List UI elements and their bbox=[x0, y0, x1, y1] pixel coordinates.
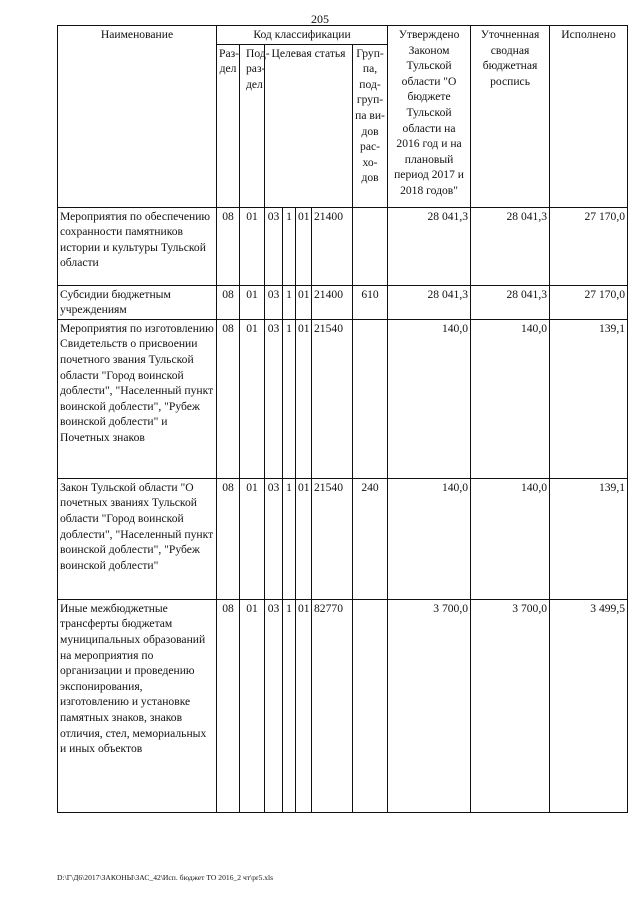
row-ts1: 03 bbox=[265, 319, 283, 478]
row-executed: 27 170,0 bbox=[550, 207, 628, 285]
header-subsection: Под-раз-дел bbox=[240, 44, 265, 207]
page-number: 205 bbox=[311, 12, 329, 26]
row-name: Мероприятия по изготовлению Свидетельств о присвоении почетного звания Тульской области "Город воинской доблести", "Населенный пункт воинской доблести", "Рубеж воинской доблести" и Почетных знаков bbox=[58, 319, 217, 478]
row-subsection: 01 bbox=[240, 478, 265, 599]
row-section: 08 bbox=[217, 285, 240, 319]
row-approved: 140,0 bbox=[388, 319, 471, 478]
row-ts2: 1 bbox=[283, 319, 296, 478]
table-row bbox=[58, 599, 628, 812]
row-section: 08 bbox=[217, 207, 240, 285]
row-executed: 27 170,0 bbox=[550, 285, 628, 319]
row-group: 240 bbox=[353, 478, 388, 599]
row-subsection: 01 bbox=[240, 319, 265, 478]
row-refined: 28 041,3 bbox=[471, 285, 550, 319]
row-ts4: 82770 bbox=[312, 599, 353, 812]
row-ts2: 1 bbox=[283, 285, 296, 319]
row-name: Субсидии бюджетным учреждениям bbox=[58, 285, 217, 319]
row-ts1: 03 bbox=[265, 599, 283, 812]
row-ts2: 1 bbox=[283, 478, 296, 599]
header-refined: Уточненная сводная бюджетная роспись bbox=[471, 26, 550, 208]
row-ts3: 01 bbox=[296, 207, 312, 285]
row-name: Мероприятия по обеспечению сохранности памятников истории и культуры Тульской области bbox=[58, 207, 217, 285]
row-executed: 3 499,5 bbox=[550, 599, 628, 812]
row-ts4: 21540 bbox=[312, 319, 353, 478]
row-section: 08 bbox=[217, 599, 240, 812]
file-path-footer: D:\Г\Д6\2017\ЗАКОНЫ\ЗАС_42\Исп. бюджет ТО 2016_2 чт\pr5.xls bbox=[57, 873, 274, 882]
row-ts2: 1 bbox=[283, 599, 296, 812]
header-expense-group: Груп-па, под-груп-па ви-дов рас-хо-дов bbox=[353, 44, 388, 207]
budget-table bbox=[57, 25, 628, 813]
row-ts3: 01 bbox=[296, 319, 312, 478]
row-ts2: 1 bbox=[283, 207, 296, 285]
row-name: Закон Тульской области "О почетных званиях Тульской области "Город воинской доблести", "Населенный пункт воинской доблести", "Рубеж воинской доблести" bbox=[58, 478, 217, 599]
row-group bbox=[353, 319, 388, 478]
row-ts4: 21540 bbox=[312, 478, 353, 599]
table-row bbox=[58, 285, 628, 319]
row-ts3: 01 bbox=[296, 599, 312, 812]
row-approved: 140,0 bbox=[388, 478, 471, 599]
row-refined: 28 041,3 bbox=[471, 207, 550, 285]
row-executed: 139,1 bbox=[550, 319, 628, 478]
header-executed: Исполнено bbox=[550, 26, 628, 208]
header-approved: Утверждено Законом Тульской области "О бюджете Тульской области на 2016 год и на плановый период 2017 и 2018 годов" bbox=[388, 26, 471, 208]
row-ts1: 03 bbox=[265, 478, 283, 599]
row-ts3: 01 bbox=[296, 285, 312, 319]
header-code: Код классификации bbox=[217, 26, 388, 45]
row-approved: 3 700,0 bbox=[388, 599, 471, 812]
row-section: 08 bbox=[217, 319, 240, 478]
row-section: 08 bbox=[217, 478, 240, 599]
row-ts4: 21400 bbox=[312, 285, 353, 319]
row-group bbox=[353, 207, 388, 285]
row-refined: 3 700,0 bbox=[471, 599, 550, 812]
row-group: 610 bbox=[353, 285, 388, 319]
row-refined: 140,0 bbox=[471, 478, 550, 599]
header-section: Раз-дел bbox=[217, 44, 240, 207]
row-approved: 28 041,3 bbox=[388, 207, 471, 285]
row-executed: 139,1 bbox=[550, 478, 628, 599]
row-subsection: 01 bbox=[240, 285, 265, 319]
table-row bbox=[58, 478, 628, 599]
row-ts4: 21400 bbox=[312, 207, 353, 285]
row-subsection: 01 bbox=[240, 599, 265, 812]
header-name: Наименование bbox=[58, 26, 217, 208]
row-approved: 28 041,3 bbox=[388, 285, 471, 319]
header-target-article: Целевая статья bbox=[265, 44, 353, 207]
row-ts1: 03 bbox=[265, 285, 283, 319]
row-name: Иные межбюджетные трансферты бюджетам муниципальных образований на мероприятия по организации и проведению экспонирования, изготовлению и установке памятных знаков, знаков отличия, стел, мемориальных и иных объектов bbox=[58, 599, 217, 812]
row-subsection: 01 bbox=[240, 207, 265, 285]
table-row bbox=[58, 319, 628, 478]
row-ts1: 03 bbox=[265, 207, 283, 285]
row-ts3: 01 bbox=[296, 478, 312, 599]
row-refined: 140,0 bbox=[471, 319, 550, 478]
table-row bbox=[58, 207, 628, 285]
row-group bbox=[353, 599, 388, 812]
